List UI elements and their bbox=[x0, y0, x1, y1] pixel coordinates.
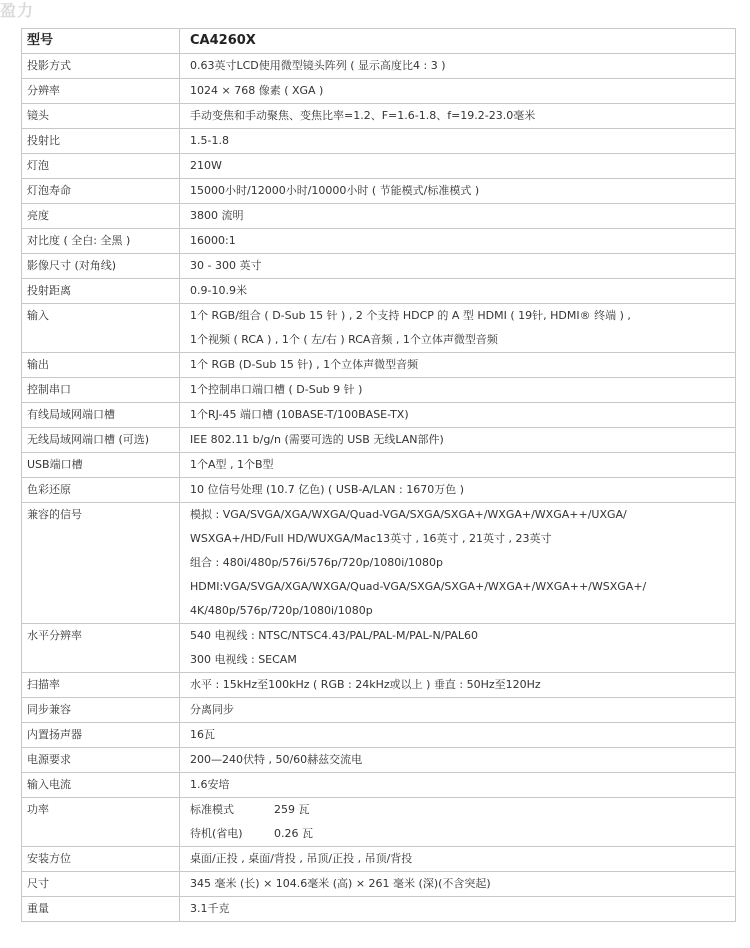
spec-label-cell bbox=[22, 624, 180, 673]
spec-value: 0.9-10.9米 bbox=[190, 284, 247, 297]
spec-value: 30 - 300 英寸 bbox=[190, 259, 262, 272]
spec-value-cell bbox=[180, 428, 736, 453]
spec-value-cell bbox=[180, 698, 736, 723]
spec-value: 1.5-1.8 bbox=[190, 134, 229, 147]
spec-value: 1.6安培 bbox=[190, 778, 230, 791]
spec-value: 分离同步 bbox=[190, 703, 234, 716]
spec-label-cell bbox=[22, 54, 180, 79]
spec-value: 15000小时/12000小时/10000小时 ( 节能模式/标准模式 ) bbox=[190, 184, 480, 197]
spec-label: 灯泡 bbox=[27, 159, 49, 172]
table-row bbox=[22, 723, 736, 748]
spec-label-cell bbox=[22, 428, 180, 453]
spec-label-cell bbox=[22, 79, 180, 104]
spec-value-cell bbox=[180, 229, 736, 254]
spec-label-cell bbox=[22, 847, 180, 872]
spec-label: 亮度 bbox=[27, 209, 49, 222]
spec-label: 无线局域网端口槽 (可选) bbox=[27, 433, 150, 446]
spec-label-cell bbox=[22, 179, 180, 204]
spec-label-cell bbox=[22, 723, 180, 748]
spec-value: 1024 × 768 像素 ( XGA ) bbox=[190, 84, 324, 97]
spec-label-cell bbox=[22, 478, 180, 503]
spec-value-cell bbox=[180, 378, 736, 403]
spec-value: 桌面/正投 , 桌面/背投 , 吊顶/正投 , 吊顶/背投 bbox=[190, 852, 413, 865]
spec-label-cell bbox=[22, 353, 180, 378]
header-label: 型号 bbox=[27, 33, 54, 48]
spec-value-cell bbox=[180, 304, 736, 353]
spec-label-cell bbox=[22, 748, 180, 773]
spec-value-cell bbox=[180, 897, 736, 922]
table-row bbox=[22, 154, 736, 179]
power-mode-value: 259 瓦 bbox=[274, 803, 310, 816]
spec-label: 输入电流 bbox=[27, 778, 71, 791]
spec-label: 内置扬声器 bbox=[27, 728, 82, 741]
spec-value: 345 毫米 (长) × 104.6毫米 (高) × 261 毫米 (深)(不含突起) bbox=[190, 877, 491, 890]
table-row bbox=[22, 104, 736, 129]
spec-value: 1个RJ-45 端口槽 (10BASE-T/100BASE-TX) bbox=[190, 408, 409, 421]
table-row bbox=[22, 54, 736, 79]
spec-value-cell bbox=[180, 279, 736, 304]
spec-value: 水平 : 15kHz至100kHz ( RGB : 24kHz或以上 ) 垂直 : 50Hz至120Hz bbox=[190, 678, 541, 691]
spec-label-cell bbox=[22, 453, 180, 478]
spec-label: 电源要求 bbox=[27, 753, 71, 766]
spec-label: 控制串口 bbox=[27, 383, 71, 396]
spec-value: 4K/480p/576p/720p/1080i/1080p bbox=[190, 604, 373, 617]
table-row bbox=[22, 229, 736, 254]
spec-label-cell bbox=[22, 129, 180, 154]
spec-label: 安装方位 bbox=[27, 852, 71, 865]
spec-value: 16瓦 bbox=[190, 728, 215, 741]
spec-label: 色彩还原 bbox=[27, 483, 71, 496]
spec-label: 影像尺寸 (对角线) bbox=[27, 259, 117, 272]
power-mode-label: 待机(省电) bbox=[190, 827, 243, 840]
power-mode-line bbox=[190, 822, 735, 846]
spec-value-cell bbox=[180, 478, 736, 503]
spec-label-cell bbox=[22, 104, 180, 129]
spec-label: 重量 bbox=[27, 902, 49, 915]
spec-label-cell bbox=[22, 279, 180, 304]
spec-value-cell bbox=[180, 773, 736, 798]
spec-value: 1个视频 ( RCA ) , 1个 ( 左/右 ) RCA音频 , 1个立体声微型音频 bbox=[190, 333, 498, 346]
table-header-row bbox=[22, 29, 736, 54]
spec-value: 540 电视线 : NTSC/NTSC4.43/PAL/PAL-M/PAL-N/PAL60 bbox=[190, 629, 479, 642]
spec-value: 200—240伏特 , 50/60赫兹交流电 bbox=[190, 753, 363, 766]
spec-label-cell bbox=[22, 403, 180, 428]
table-row bbox=[22, 279, 736, 304]
spec-value: 组合 : 480i/480p/576i/576p/720p/1080i/1080p bbox=[190, 556, 443, 569]
spec-value: 1个 RGB (D-Sub 15 针) , 1个立体声微型音频 bbox=[190, 358, 419, 371]
spec-value: 300 电视线 : SECAM bbox=[190, 653, 297, 666]
table-row bbox=[22, 872, 736, 897]
spec-value-cell bbox=[180, 847, 736, 872]
spec-label: 兼容的信号 bbox=[27, 508, 82, 521]
table-row-power bbox=[22, 798, 736, 847]
table-row bbox=[22, 428, 736, 453]
header-value-cell bbox=[180, 29, 736, 54]
spec-label-cell bbox=[22, 378, 180, 403]
table-row bbox=[22, 698, 736, 723]
spec-label-cell bbox=[22, 204, 180, 229]
spec-value: HDMI:VGA/SVGA/XGA/WXGA/Quad-VGA/SXGA/SXGA+/WXGA+/WXGA++/WSXGA+/ bbox=[190, 580, 647, 593]
table-row bbox=[22, 673, 736, 698]
spec-value-cell bbox=[180, 748, 736, 773]
spec-label: 同步兼容 bbox=[27, 703, 71, 716]
table-row bbox=[22, 254, 736, 279]
spec-value-cell bbox=[180, 54, 736, 79]
spec-value: 210W bbox=[190, 159, 222, 172]
spec-value-cell bbox=[180, 453, 736, 478]
spec-label: USB端口槽 bbox=[27, 458, 83, 471]
spec-label: 扫描率 bbox=[27, 678, 60, 691]
spec-label: 投射比 bbox=[27, 134, 60, 147]
spec-value-cell bbox=[180, 129, 736, 154]
spec-table bbox=[21, 28, 736, 922]
table-row bbox=[22, 353, 736, 378]
spec-label: 投射距离 bbox=[27, 284, 71, 297]
spec-label: 功率 bbox=[27, 803, 49, 816]
spec-label-cell bbox=[22, 304, 180, 353]
table-row bbox=[22, 204, 736, 229]
spec-value: 16000:1 bbox=[190, 234, 236, 247]
spec-label-cell bbox=[22, 254, 180, 279]
spec-value: 1个 RGB/组合 ( D-Sub 15 针 ) , 2 个支持 HDCP 的 A 型 HDMI ( 19针, HDMI® 终端 ) , bbox=[190, 309, 631, 322]
spec-label-cell bbox=[22, 503, 180, 624]
table-row bbox=[22, 378, 736, 403]
spec-label: 投影方式 bbox=[27, 59, 71, 72]
header-label-cell bbox=[22, 29, 180, 54]
spec-label: 有线局域网端口槽 bbox=[27, 408, 115, 421]
model-number: CA4260X bbox=[190, 33, 256, 48]
spec-value-cell bbox=[180, 798, 736, 847]
table-row bbox=[22, 403, 736, 428]
spec-label-cell bbox=[22, 154, 180, 179]
spec-value: 模拟 : VGA/SVGA/XGA/WXGA/Quad-VGA/SXGA/SXGA+/WXGA+/WXGA++/UXGA/ bbox=[190, 508, 627, 521]
table-row bbox=[22, 624, 736, 673]
spec-label: 输出 bbox=[27, 358, 49, 371]
spec-label: 灯泡寿命 bbox=[27, 184, 71, 197]
spec-value: 10 位信号处理 (10.7 亿色) ( USB-A/LAN : 1670万色 ) bbox=[190, 483, 465, 496]
table-row bbox=[22, 79, 736, 104]
spec-label: 输入 bbox=[27, 309, 49, 322]
spec-value: 手动变焦和手动聚焦、变焦比率=1.2、F=1.6-1.8、f=19.2-23.0毫米 bbox=[190, 109, 536, 122]
table-row bbox=[22, 453, 736, 478]
spec-value-cell bbox=[180, 353, 736, 378]
power-mode-label: 标准模式 bbox=[190, 803, 234, 816]
spec-value-cell bbox=[180, 673, 736, 698]
spec-label-cell bbox=[22, 897, 180, 922]
spec-label: 尺寸 bbox=[27, 877, 49, 890]
spec-label-cell bbox=[22, 673, 180, 698]
spec-label: 对比度 ( 全白: 全黑 ) bbox=[27, 234, 131, 247]
spec-value-cell bbox=[180, 403, 736, 428]
spec-value-cell bbox=[180, 104, 736, 129]
spec-value-cell bbox=[180, 723, 736, 748]
brand-watermark: 盈力 bbox=[0, 1, 35, 20]
spec-label-cell bbox=[22, 229, 180, 254]
spec-value: 3800 流明 bbox=[190, 209, 244, 222]
spec-value: 0.63英寸LCD使用微型镜头阵列 ( 显示高度比4 : 3 ) bbox=[190, 59, 446, 72]
spec-value-cell bbox=[180, 204, 736, 229]
table-row bbox=[22, 748, 736, 773]
spec-value-cell bbox=[180, 254, 736, 279]
spec-label-cell bbox=[22, 698, 180, 723]
spec-value-cell bbox=[180, 503, 736, 624]
table-row bbox=[22, 179, 736, 204]
spec-value: 3.1千克 bbox=[190, 902, 230, 915]
spec-value: IEE 802.11 b/g/n (需要可选的 USB 无线LAN部件) bbox=[190, 433, 444, 446]
table-row bbox=[22, 478, 736, 503]
spec-label-cell bbox=[22, 798, 180, 847]
spec-label: 分辨率 bbox=[27, 84, 60, 97]
spec-value-cell bbox=[180, 179, 736, 204]
spec-label: 镜头 bbox=[27, 109, 49, 122]
spec-value-cell bbox=[180, 79, 736, 104]
table-row bbox=[22, 503, 736, 624]
spec-label-cell bbox=[22, 773, 180, 798]
table-row bbox=[22, 773, 736, 798]
table-row bbox=[22, 129, 736, 154]
spec-value-cell bbox=[180, 154, 736, 179]
spec-value: 1个A型 , 1个B型 bbox=[190, 458, 274, 471]
spec-value-cell bbox=[180, 872, 736, 897]
power-mode-value: 0.26 瓦 bbox=[274, 827, 313, 840]
table-row bbox=[22, 897, 736, 922]
spec-label-cell bbox=[22, 872, 180, 897]
spec-value-cell bbox=[180, 624, 736, 673]
spec-label: 水平分辨率 bbox=[27, 629, 82, 642]
power-mode-line bbox=[190, 798, 735, 822]
table-row bbox=[22, 304, 736, 353]
table-row bbox=[22, 847, 736, 872]
spec-value: 1个控制串口端口槽 ( D-Sub 9 针 ) bbox=[190, 383, 363, 396]
spec-value: WSXGA+/HD/Full HD/WUXGA/Mac13英寸 , 16英寸 , 21英寸 , 23英寸 bbox=[190, 532, 552, 545]
